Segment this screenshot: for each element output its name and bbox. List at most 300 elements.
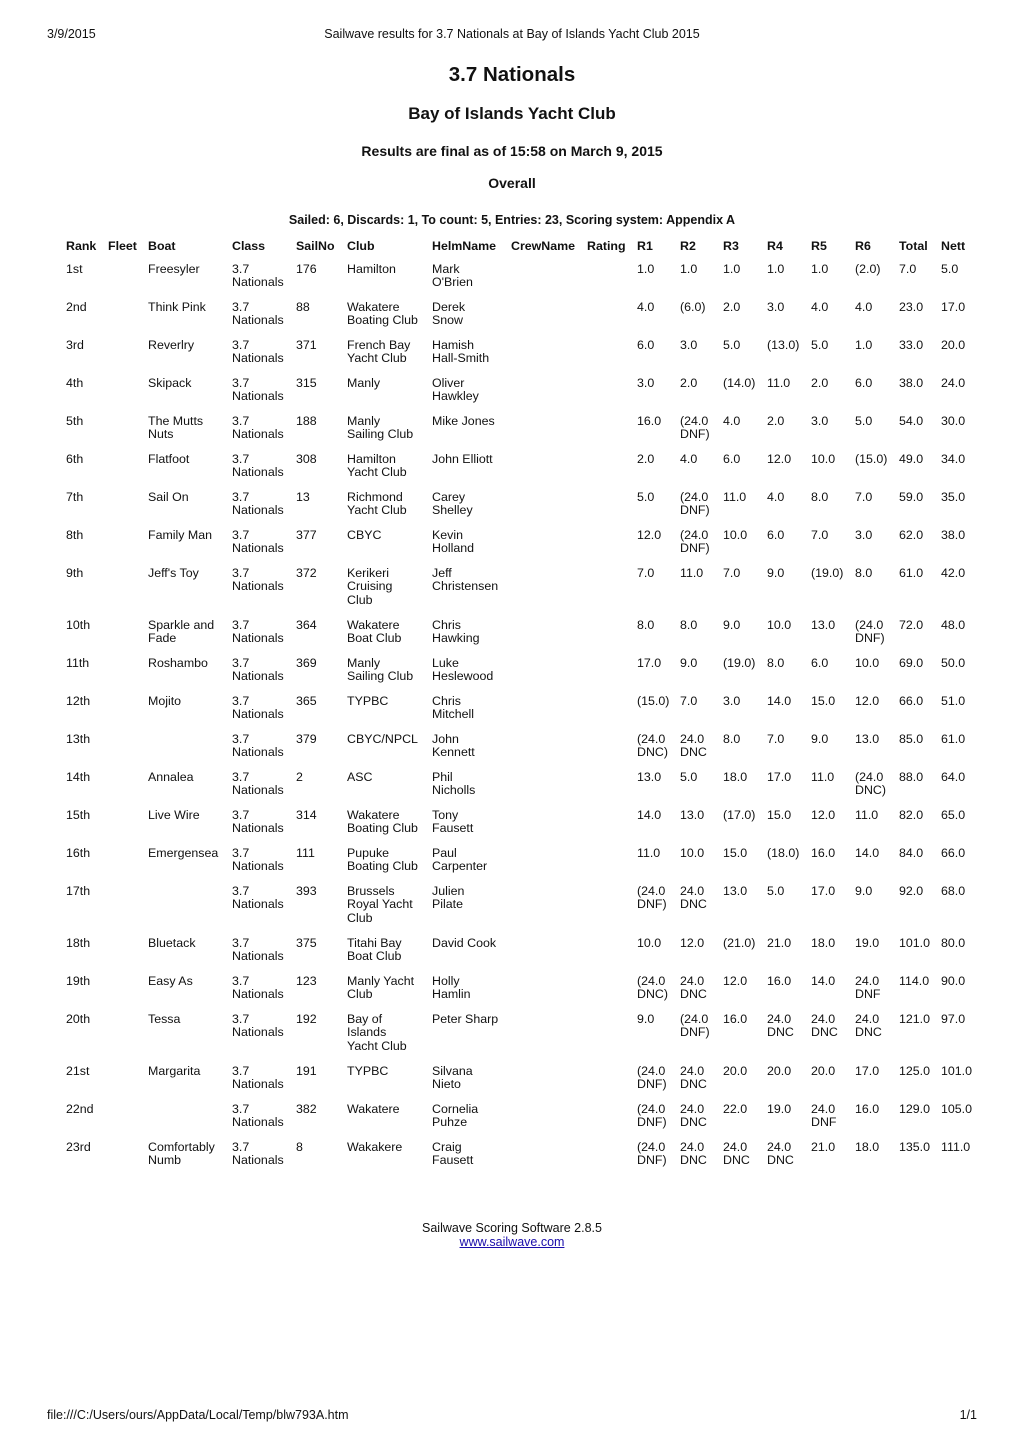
cell-r4: 3.0 bbox=[767, 299, 785, 314]
cell-r4: 12.0 bbox=[767, 451, 792, 466]
cell-total: 66.0 bbox=[899, 693, 924, 708]
cell-helm: Holly Hamlin bbox=[432, 973, 471, 1001]
column-header-r2: R2 bbox=[680, 239, 696, 253]
results-body bbox=[64, 263, 976, 1179]
cell-nett: 50.0 bbox=[941, 655, 966, 670]
cell-helm: Hamish Hall-Smith bbox=[432, 337, 490, 365]
cell-class: 3.7 Nationals bbox=[232, 489, 284, 517]
column-header-r5: R5 bbox=[811, 239, 827, 253]
cell-r1: 10.0 bbox=[637, 935, 662, 950]
cell-r6: 6.0 bbox=[855, 375, 873, 390]
column-header-helm: HelmName bbox=[432, 239, 497, 253]
cell-r3: 3.0 bbox=[723, 693, 741, 708]
cell-club: Wakatere bbox=[347, 1101, 400, 1116]
cell-r6: 10.0 bbox=[855, 655, 880, 670]
cell-fleet bbox=[106, 1065, 146, 1103]
cell-fleet bbox=[106, 733, 146, 771]
cell-helm: Chris Mitchell bbox=[432, 693, 474, 721]
cell-r5: 20.0 bbox=[811, 1063, 836, 1078]
cell-sailno: 365 bbox=[296, 693, 317, 708]
cell-r3: 22.0 bbox=[723, 1101, 748, 1116]
cell-r6: 24.0 DNC bbox=[855, 1011, 882, 1039]
cell-club: Manly Sailing Club bbox=[347, 655, 414, 683]
cell-helm: Chris Hawking bbox=[432, 617, 480, 645]
cell-r1: (24.0 DNC) bbox=[637, 731, 668, 759]
cell-crew bbox=[509, 1103, 585, 1141]
cell-rating bbox=[585, 975, 635, 1013]
column-header-r6: R6 bbox=[855, 239, 871, 253]
cell-r1: 11.0 bbox=[637, 845, 661, 860]
cell-crew bbox=[509, 809, 585, 847]
cell-boat: Mojito bbox=[148, 693, 182, 708]
cell-r2: 24.0 DNC bbox=[680, 1063, 707, 1091]
cell-nett: 97.0 bbox=[941, 1011, 966, 1026]
cell-r4: 20.0 bbox=[767, 1063, 792, 1078]
cell-r5: 16.0 bbox=[811, 845, 836, 860]
column-header-sailno: SailNo bbox=[296, 239, 335, 253]
cell-crew bbox=[509, 301, 585, 339]
cell-club: Manly bbox=[347, 375, 381, 390]
cell-rank: 1st bbox=[66, 261, 83, 276]
cell-r3: 13.0 bbox=[723, 883, 748, 898]
column-header-total: Total bbox=[899, 239, 928, 253]
cell-r4: (13.0) bbox=[767, 337, 800, 352]
cell-r4: 11.0 bbox=[767, 375, 791, 390]
cell-boat bbox=[146, 1103, 230, 1141]
cell-r3: 10.0 bbox=[723, 527, 748, 542]
cell-club: Titahi Bay Boat Club bbox=[347, 935, 402, 963]
cell-rank: 13th bbox=[66, 731, 91, 746]
cell-r5: 11.0 bbox=[811, 769, 835, 784]
cell-class: 3.7 Nationals bbox=[232, 527, 284, 555]
table-row bbox=[64, 339, 976, 377]
cell-helm: Jeff Christensen bbox=[432, 565, 499, 593]
cell-helm: Cornelia Puhze bbox=[432, 1101, 479, 1129]
cell-total: 69.0 bbox=[899, 655, 924, 670]
cell-club: Hamilton Yacht Club bbox=[347, 451, 407, 479]
cell-r5: (19.0) bbox=[811, 565, 844, 580]
cell-r3: 15.0 bbox=[723, 845, 748, 860]
cell-r1: (24.0 DNC) bbox=[637, 973, 668, 1001]
cell-rank: 19th bbox=[66, 973, 91, 988]
column-header-crew: CrewName bbox=[511, 239, 576, 253]
cell-class: 3.7 Nationals bbox=[232, 1101, 284, 1129]
cell-r1: 3.0 bbox=[637, 375, 655, 390]
cell-club: TYPBC bbox=[347, 1063, 389, 1078]
cell-fleet bbox=[106, 415, 146, 453]
cell-r1: 1.0 bbox=[637, 261, 655, 276]
cell-boat: Think Pink bbox=[148, 299, 206, 314]
cell-r3: 7.0 bbox=[723, 565, 741, 580]
cell-r5: 1.0 bbox=[811, 261, 829, 276]
cell-r5: 13.0 bbox=[811, 617, 836, 632]
cell-fleet bbox=[106, 263, 146, 301]
cell-fleet bbox=[106, 491, 146, 529]
column-header-rank: Rank bbox=[66, 239, 97, 253]
cell-r5: 9.0 bbox=[811, 731, 829, 746]
table-row bbox=[64, 529, 976, 567]
cell-rating bbox=[585, 1065, 635, 1103]
table-row bbox=[64, 1065, 976, 1103]
cell-class: 3.7 Nationals bbox=[232, 413, 284, 441]
cell-r1: 9.0 bbox=[637, 1011, 655, 1026]
cell-crew bbox=[509, 415, 585, 453]
cell-r1: (24.0 DNF) bbox=[637, 1139, 667, 1167]
cell-nett: 64.0 bbox=[941, 769, 966, 784]
cell-r4: 4.0 bbox=[767, 489, 785, 504]
cell-total: 49.0 bbox=[899, 451, 924, 466]
cell-r5: 10.0 bbox=[811, 451, 836, 466]
column-header-r3: R3 bbox=[723, 239, 739, 253]
cell-r2: 24.0 DNC bbox=[680, 731, 707, 759]
cell-r5: 21.0 bbox=[811, 1139, 836, 1154]
cell-rating bbox=[585, 453, 635, 491]
cell-r1: 8.0 bbox=[637, 617, 655, 632]
cell-fleet bbox=[106, 937, 146, 975]
cell-r5: 6.0 bbox=[811, 655, 829, 670]
cell-r2: 24.0 DNC bbox=[680, 883, 707, 911]
cell-sailno: 88 bbox=[296, 299, 310, 314]
cell-r6: (24.0 DNC) bbox=[855, 769, 886, 797]
cell-club: Bay of Islands Yacht Club bbox=[347, 1011, 407, 1053]
column-header-fleet: Fleet bbox=[108, 239, 137, 253]
cell-club: Hamilton bbox=[347, 261, 396, 276]
cell-crew bbox=[509, 657, 585, 695]
cell-rank: 8th bbox=[66, 527, 84, 542]
cell-crew bbox=[509, 771, 585, 809]
cell-r2: 3.0 bbox=[680, 337, 698, 352]
cell-fleet bbox=[106, 377, 146, 415]
cell-crew bbox=[509, 529, 585, 567]
cell-class: 3.7 Nationals bbox=[232, 299, 284, 327]
cell-rank: 2nd bbox=[66, 299, 87, 314]
cell-r3: 16.0 bbox=[723, 1011, 748, 1026]
cell-boat: Tessa bbox=[148, 1011, 181, 1026]
table-row bbox=[64, 937, 976, 975]
cell-rating bbox=[585, 657, 635, 695]
event-title: 3.7 Nationals bbox=[448, 63, 576, 86]
cell-rating bbox=[585, 847, 635, 885]
cell-r3: 24.0 DNC bbox=[723, 1139, 750, 1167]
cell-total: 62.0 bbox=[899, 527, 924, 542]
cell-r4: 1.0 bbox=[767, 261, 785, 276]
cell-r5: 3.0 bbox=[811, 413, 829, 428]
cell-r5: 17.0 bbox=[811, 883, 836, 898]
cell-nett: 42.0 bbox=[941, 565, 966, 580]
cell-total: 121.0 bbox=[899, 1011, 931, 1026]
cell-sailno: 377 bbox=[296, 527, 317, 542]
column-header-r1: R1 bbox=[637, 239, 653, 253]
cell-r6: 13.0 bbox=[855, 731, 880, 746]
cell-rating bbox=[585, 377, 635, 415]
cell-r1: (24.0 DNF) bbox=[637, 1063, 667, 1091]
cell-r6: 3.0 bbox=[855, 527, 873, 542]
cell-r1: 5.0 bbox=[637, 489, 655, 504]
cell-r5: 2.0 bbox=[811, 375, 829, 390]
column-header-r4: R4 bbox=[767, 239, 783, 253]
cell-class: 3.7 Nationals bbox=[232, 451, 284, 479]
cell-rank: 17th bbox=[66, 883, 91, 898]
cell-r2: 9.0 bbox=[680, 655, 698, 670]
cell-boat: Roshambo bbox=[148, 655, 208, 670]
table-row bbox=[64, 301, 976, 339]
cell-crew bbox=[509, 619, 585, 657]
cell-sailno: 191 bbox=[296, 1063, 317, 1078]
cell-r2: (6.0) bbox=[680, 299, 706, 314]
cell-fleet bbox=[106, 339, 146, 377]
cell-boat: Freesyler bbox=[148, 261, 200, 276]
cell-boat: Easy As bbox=[148, 973, 193, 988]
cell-rank: 16th bbox=[66, 845, 91, 860]
cell-r3: 11.0 bbox=[723, 489, 747, 504]
print-date: 3/9/2015 bbox=[47, 27, 96, 41]
cell-r4: 19.0 bbox=[767, 1101, 792, 1116]
venue-title: Bay of Islands Yacht Club bbox=[408, 104, 616, 123]
cell-nett: 90.0 bbox=[941, 973, 966, 988]
cell-sailno: 308 bbox=[296, 451, 317, 466]
cell-r6: (15.0) bbox=[855, 451, 888, 466]
cell-r2: 13.0 bbox=[680, 807, 705, 822]
cell-fleet bbox=[106, 1013, 146, 1065]
cell-class: 3.7 Nationals bbox=[232, 693, 284, 721]
cell-rating bbox=[585, 1103, 635, 1141]
table-row bbox=[64, 809, 976, 847]
cell-crew bbox=[509, 567, 585, 619]
cell-r4: 5.0 bbox=[767, 883, 785, 898]
cell-class: 3.7 Nationals bbox=[232, 337, 284, 365]
cell-helm: Peter Sharp bbox=[432, 1011, 499, 1026]
table-row bbox=[64, 975, 976, 1013]
cell-r6: 1.0 bbox=[855, 337, 873, 352]
file-path: file:///C:/Users/ours/AppData/Local/Temp/blw793A.htm bbox=[47, 1408, 349, 1422]
cell-r5: 15.0 bbox=[811, 693, 836, 708]
cell-r4: 7.0 bbox=[767, 731, 785, 746]
cell-total: 59.0 bbox=[899, 489, 924, 504]
cell-r4: 17.0 bbox=[767, 769, 792, 784]
cell-fleet bbox=[106, 847, 146, 885]
cell-r5: 4.0 bbox=[811, 299, 829, 314]
cell-r5: 7.0 bbox=[811, 527, 829, 542]
cell-nett: 66.0 bbox=[941, 845, 966, 860]
cell-helm: Phil Nicholls bbox=[432, 769, 476, 797]
cell-rank: 6th bbox=[66, 451, 84, 466]
cell-rating bbox=[585, 263, 635, 301]
cell-rank: 11th bbox=[66, 655, 90, 670]
cell-sailno: 372 bbox=[296, 565, 317, 580]
cell-r1: (24.0 DNF) bbox=[637, 1101, 667, 1129]
cell-total: 82.0 bbox=[899, 807, 924, 822]
table-row bbox=[64, 847, 976, 885]
cell-fleet bbox=[106, 657, 146, 695]
cell-nett: 38.0 bbox=[941, 527, 966, 542]
cell-club: Wakakere bbox=[347, 1139, 403, 1154]
cell-r6: 16.0 bbox=[855, 1101, 880, 1116]
cell-r3: (19.0) bbox=[723, 655, 756, 670]
cell-class: 3.7 Nationals bbox=[232, 1011, 284, 1039]
cell-r6: 17.0 bbox=[855, 1063, 880, 1078]
cell-helm: Carey Shelley bbox=[432, 489, 473, 517]
cell-sailno: 314 bbox=[296, 807, 317, 822]
cell-club: TYPBC bbox=[347, 693, 389, 708]
cell-class: 3.7 Nationals bbox=[232, 1063, 284, 1091]
cell-club: Brussels Royal Yacht Club bbox=[347, 883, 413, 925]
cell-sailno: 382 bbox=[296, 1101, 317, 1116]
cell-helm: Craig Fausett bbox=[432, 1139, 474, 1167]
cell-helm: Paul Carpenter bbox=[432, 845, 488, 873]
cell-r2: 24.0 DNC bbox=[680, 1101, 707, 1129]
cell-r3: 2.0 bbox=[723, 299, 741, 314]
cell-sailno: 393 bbox=[296, 883, 317, 898]
cell-boat: Jeff's Toy bbox=[148, 565, 199, 580]
cell-sailno: 123 bbox=[296, 973, 317, 988]
column-header-club: Club bbox=[347, 239, 375, 253]
cell-class: 3.7 Nationals bbox=[232, 261, 284, 289]
table-row bbox=[64, 695, 976, 733]
cell-r6: 5.0 bbox=[855, 413, 873, 428]
cell-total: 125.0 bbox=[899, 1063, 931, 1078]
cell-nett: 111.0 bbox=[941, 1139, 971, 1154]
cell-r4: (18.0) bbox=[767, 845, 800, 860]
cell-rank: 21st bbox=[66, 1063, 90, 1078]
cell-r5: 24.0 DNF bbox=[811, 1101, 837, 1129]
cell-r4: 21.0 bbox=[767, 935, 792, 950]
cell-fleet bbox=[106, 1103, 146, 1141]
cell-rank: 4th bbox=[66, 375, 84, 390]
cell-total: 135.0 bbox=[899, 1139, 931, 1154]
cell-sailno: 315 bbox=[296, 375, 317, 390]
cell-crew bbox=[509, 975, 585, 1013]
cell-boat: Reverlry bbox=[148, 337, 195, 352]
cell-sailno: 369 bbox=[296, 655, 317, 670]
cell-r3: 1.0 bbox=[723, 261, 741, 276]
cell-club: Wakatere Boating Club bbox=[347, 807, 418, 835]
cell-rating bbox=[585, 733, 635, 771]
cell-rating bbox=[585, 771, 635, 809]
cell-r1: 13.0 bbox=[637, 769, 662, 784]
cell-total: 23.0 bbox=[899, 299, 924, 314]
cell-r6: (2.0) bbox=[855, 261, 881, 276]
cell-total: 129.0 bbox=[899, 1101, 931, 1116]
cell-nett: 101.0 bbox=[941, 1063, 973, 1078]
page-number: 1/1 bbox=[959, 1408, 977, 1422]
cell-rating bbox=[585, 1141, 635, 1179]
column-header-nett: Nett bbox=[941, 239, 966, 253]
cell-r3: 9.0 bbox=[723, 617, 741, 632]
cell-helm: Tony Fausett bbox=[432, 807, 474, 835]
cell-r5: 24.0 DNC bbox=[811, 1011, 838, 1039]
cell-r4: 6.0 bbox=[767, 527, 785, 542]
cell-r4: 24.0 DNC bbox=[767, 1139, 794, 1167]
cell-r1: 4.0 bbox=[637, 299, 655, 314]
cell-r6: (24.0 DNF) bbox=[855, 617, 885, 645]
cell-r4: 15.0 bbox=[767, 807, 792, 822]
cell-nett: 35.0 bbox=[941, 489, 966, 504]
cell-r4: 24.0 DNC bbox=[767, 1011, 794, 1039]
cell-rank: 10th bbox=[66, 617, 91, 632]
cell-boat: Margarita bbox=[148, 1063, 201, 1078]
cell-crew bbox=[509, 937, 585, 975]
cell-helm: John Elliott bbox=[432, 451, 493, 466]
cell-r6: 19.0 bbox=[855, 935, 880, 950]
cell-class: 3.7 Nationals bbox=[232, 935, 284, 963]
cell-total: 7.0 bbox=[899, 261, 917, 276]
cell-rating bbox=[585, 1013, 635, 1065]
cell-r2: (24.0 DNF) bbox=[680, 527, 710, 555]
cell-boat: The Mutts Nuts bbox=[148, 413, 204, 441]
cell-fleet bbox=[106, 885, 146, 937]
cell-sailno: 111 bbox=[296, 845, 315, 860]
cell-r5: 14.0 bbox=[811, 973, 836, 988]
cell-r3: 12.0 bbox=[723, 973, 748, 988]
cell-rank: 5th bbox=[66, 413, 84, 428]
section-title: Overall bbox=[488, 175, 536, 191]
table-row bbox=[64, 771, 976, 809]
cell-club: ASC bbox=[347, 769, 373, 784]
sailwave-link[interactable]: www.sailwave.com bbox=[459, 1235, 565, 1249]
table-row bbox=[64, 657, 976, 695]
cell-class: 3.7 Nationals bbox=[232, 565, 284, 593]
cell-r1: 12.0 bbox=[637, 527, 662, 542]
table-row bbox=[64, 885, 976, 937]
cell-fleet bbox=[106, 529, 146, 567]
table-row bbox=[64, 567, 976, 619]
cell-sailno: 192 bbox=[296, 1011, 317, 1026]
cell-r4: 8.0 bbox=[767, 655, 785, 670]
cell-class: 3.7 Nationals bbox=[232, 1139, 284, 1167]
cell-crew bbox=[509, 1141, 585, 1179]
print-title: Sailwave results for 3.7 Nationals at Bay of Islands Yacht Club 2015 bbox=[324, 27, 700, 41]
cell-crew bbox=[509, 847, 585, 885]
cell-nett: 65.0 bbox=[941, 807, 966, 822]
cell-total: 88.0 bbox=[899, 769, 924, 784]
cell-crew bbox=[509, 453, 585, 491]
cell-total: 114.0 bbox=[899, 973, 930, 988]
cell-r6: 4.0 bbox=[855, 299, 873, 314]
cell-r2: (24.0 DNF) bbox=[680, 413, 710, 441]
cell-total: 84.0 bbox=[899, 845, 924, 860]
cell-helm: Mark O'Brien bbox=[432, 261, 473, 289]
print-header bbox=[47, 27, 977, 43]
cell-nett: 48.0 bbox=[941, 617, 966, 632]
cell-total: 92.0 bbox=[899, 883, 924, 898]
cell-r5: 18.0 bbox=[811, 935, 836, 950]
cell-boat bbox=[146, 885, 230, 937]
cell-r1: (15.0) bbox=[637, 693, 670, 708]
cell-fleet bbox=[106, 567, 146, 619]
cell-r1: 7.0 bbox=[637, 565, 655, 580]
cell-r1: 14.0 bbox=[637, 807, 662, 822]
cell-class: 3.7 Nationals bbox=[232, 883, 284, 911]
cell-sailno: 8 bbox=[296, 1139, 303, 1154]
cell-r6: 7.0 bbox=[855, 489, 873, 504]
cell-club: Wakatere Boat Club bbox=[347, 617, 402, 645]
cell-club: CBYC bbox=[347, 527, 382, 542]
cell-r2: (24.0 DNF) bbox=[680, 489, 710, 517]
cell-r3: 20.0 bbox=[723, 1063, 748, 1078]
cell-rating bbox=[585, 809, 635, 847]
cell-rank: 3rd bbox=[66, 337, 84, 352]
cell-r1: 17.0 bbox=[637, 655, 662, 670]
cell-fleet bbox=[106, 771, 146, 809]
cell-class: 3.7 Nationals bbox=[232, 375, 284, 403]
cell-r3: 5.0 bbox=[723, 337, 741, 352]
cell-nett: 68.0 bbox=[941, 883, 966, 898]
cell-club: French Bay Yacht Club bbox=[347, 337, 411, 365]
cell-helm: Derek Snow bbox=[432, 299, 466, 327]
cell-club: Richmond Yacht Club bbox=[347, 489, 407, 517]
cell-club: Kerikeri Cruising Club bbox=[347, 565, 393, 607]
cell-rank: 7th bbox=[66, 489, 84, 504]
